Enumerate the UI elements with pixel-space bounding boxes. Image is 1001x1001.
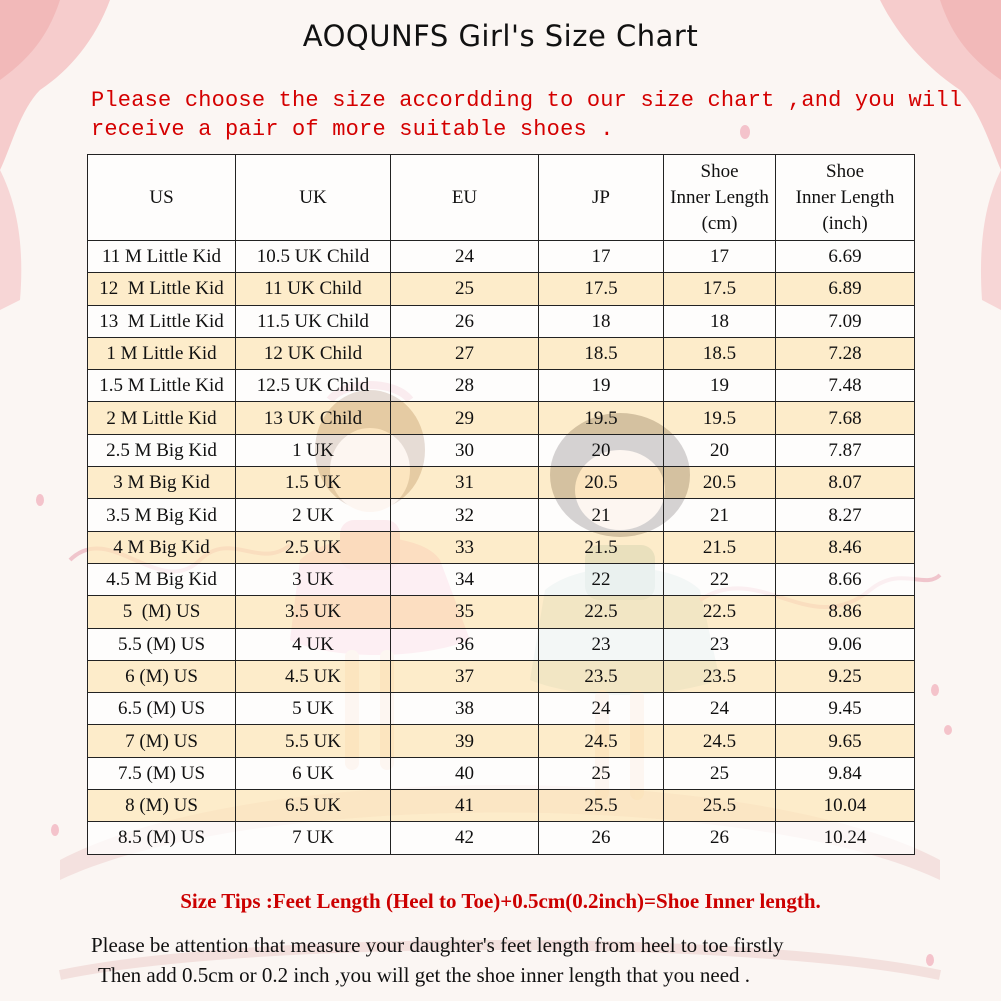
intro-line-1: Please choose the size accordding to our size chart ,and you will <box>91 88 963 113</box>
cell-jp: 17.5 <box>539 273 664 305</box>
cell-inner-length-inch: 9.25 <box>776 660 915 692</box>
cell-inner-length-cm: 20 <box>664 434 776 466</box>
cell-jp: 25.5 <box>539 790 664 822</box>
cell-uk: 12 UK Child <box>236 337 391 369</box>
cell-uk: 3 UK <box>236 563 391 595</box>
cell-jp: 18.5 <box>539 337 664 369</box>
cell-eu: 30 <box>391 434 539 466</box>
cell-inner-length-cm: 19 <box>664 370 776 402</box>
cell-eu: 35 <box>391 596 539 628</box>
cell-inner-length-inch: 6.89 <box>776 273 915 305</box>
cell-us: 1.5 M Little Kid <box>88 370 236 402</box>
cell-us: 4.5 M Big Kid <box>88 563 236 595</box>
cell-eu: 25 <box>391 273 539 305</box>
cell-us: 5.5 (M) US <box>88 628 236 660</box>
cell-uk: 5.5 UK <box>236 725 391 757</box>
cell-us: 7 (M) US <box>88 725 236 757</box>
cell-inner-length-cm: 22.5 <box>664 596 776 628</box>
cell-jp: 17 <box>539 241 664 273</box>
cell-uk: 6.5 UK <box>236 790 391 822</box>
cell-inner-length-inch: 8.86 <box>776 596 915 628</box>
cell-inner-length-inch: 9.06 <box>776 628 915 660</box>
cell-uk: 1 UK <box>236 434 391 466</box>
table-header-row <box>88 155 915 241</box>
table-row <box>88 628 915 660</box>
header-inner-length-cm: Shoe Inner Length (cm) <box>664 155 776 241</box>
cell-inner-length-inch: 7.68 <box>776 402 915 434</box>
cell-uk: 5 UK <box>236 693 391 725</box>
table-body <box>88 241 915 855</box>
cell-eu: 32 <box>391 499 539 531</box>
table-row <box>88 660 915 692</box>
cell-inner-length-cm: 21 <box>664 499 776 531</box>
table-row <box>88 241 915 273</box>
cell-inner-length-inch: 8.46 <box>776 531 915 563</box>
cell-inner-length-inch: 8.66 <box>776 563 915 595</box>
cell-us: 11 M Little Kid <box>88 241 236 273</box>
cell-eu: 24 <box>391 241 539 273</box>
cell-eu: 39 <box>391 725 539 757</box>
cell-uk: 3.5 UK <box>236 596 391 628</box>
cell-jp: 26 <box>539 822 664 854</box>
cell-inner-length-cm: 17.5 <box>664 273 776 305</box>
cell-eu: 37 <box>391 660 539 692</box>
header-jp: JP <box>539 155 664 241</box>
cell-uk: 1.5 UK <box>236 467 391 499</box>
table-row <box>88 337 915 369</box>
header-us: US <box>88 155 236 241</box>
cell-jp: 23 <box>539 628 664 660</box>
cell-inner-length-cm: 18.5 <box>664 337 776 369</box>
cell-inner-length-inch: 7.28 <box>776 337 915 369</box>
table-row <box>88 434 915 466</box>
cell-uk: 6 UK <box>236 757 391 789</box>
note-line-2: Then add 0.5cm or 0.2 inch ,you will get the shoe inner length that you need . <box>98 963 751 987</box>
cell-uk: 7 UK <box>236 822 391 854</box>
table-row <box>88 725 915 757</box>
cell-uk: 4.5 UK <box>236 660 391 692</box>
cell-eu: 33 <box>391 531 539 563</box>
cell-inner-length-cm: 25.5 <box>664 790 776 822</box>
cell-jp: 21 <box>539 499 664 531</box>
cell-us: 2 M Little Kid <box>88 402 236 434</box>
cell-uk: 13 UK Child <box>236 402 391 434</box>
cell-us: 6.5 (M) US <box>88 693 236 725</box>
table-row <box>88 467 915 499</box>
cell-us: 12 M Little Kid <box>88 273 236 305</box>
table-row <box>88 596 915 628</box>
cell-jp: 24 <box>539 693 664 725</box>
cell-inner-length-inch: 8.07 <box>776 467 915 499</box>
cell-jp: 22 <box>539 563 664 595</box>
cell-inner-length-cm: 24 <box>664 693 776 725</box>
cell-uk: 10.5 UK Child <box>236 241 391 273</box>
table-row <box>88 822 915 854</box>
table-row <box>88 693 915 725</box>
cell-inner-length-cm: 26 <box>664 822 776 854</box>
cell-eu: 28 <box>391 370 539 402</box>
cell-inner-length-inch: 9.65 <box>776 725 915 757</box>
cell-inner-length-inch: 7.48 <box>776 370 915 402</box>
cell-jp: 19 <box>539 370 664 402</box>
cell-inner-length-cm: 23 <box>664 628 776 660</box>
cell-us: 6 (M) US <box>88 660 236 692</box>
size-tips: Size Tips :Feet Length (Heel to Toe)+0.5cm(0.2inch)=Shoe Inner length. <box>180 889 821 913</box>
cell-jp: 25 <box>539 757 664 789</box>
cell-inner-length-inch: 8.27 <box>776 499 915 531</box>
cell-inner-length-cm: 18 <box>664 305 776 337</box>
cell-jp: 19.5 <box>539 402 664 434</box>
table-row <box>88 790 915 822</box>
cell-uk: 12.5 UK Child <box>236 370 391 402</box>
cell-uk: 11.5 UK Child <box>236 305 391 337</box>
cell-inner-length-cm: 20.5 <box>664 467 776 499</box>
table-row <box>88 273 915 305</box>
cell-eu: 42 <box>391 822 539 854</box>
cell-us: 4 M Big Kid <box>88 531 236 563</box>
cell-jp: 23.5 <box>539 660 664 692</box>
header-inner-length-inch: Shoe Inner Length (inch) <box>776 155 915 241</box>
cell-eu: 27 <box>391 337 539 369</box>
cell-uk: 11 UK Child <box>236 273 391 305</box>
table-row <box>88 563 915 595</box>
cell-eu: 29 <box>391 402 539 434</box>
cell-inner-length-inch: 10.04 <box>776 790 915 822</box>
cell-eu: 34 <box>391 563 539 595</box>
cell-us: 3 M Big Kid <box>88 467 236 499</box>
cell-inner-length-cm: 21.5 <box>664 531 776 563</box>
cell-uk: 4 UK <box>236 628 391 660</box>
cell-eu: 26 <box>391 305 539 337</box>
cell-us: 7.5 (M) US <box>88 757 236 789</box>
cell-eu: 36 <box>391 628 539 660</box>
cell-jp: 18 <box>539 305 664 337</box>
intro-line-2: receive a pair of more suitable shoes . <box>91 117 614 142</box>
cell-jp: 24.5 <box>539 725 664 757</box>
cell-us: 8 (M) US <box>88 790 236 822</box>
cell-inner-length-inch: 7.09 <box>776 305 915 337</box>
cell-jp: 21.5 <box>539 531 664 563</box>
cell-eu: 31 <box>391 467 539 499</box>
cell-inner-length-inch: 10.24 <box>776 822 915 854</box>
cell-us: 3.5 M Big Kid <box>88 499 236 531</box>
cell-us: 13 M Little Kid <box>88 305 236 337</box>
cell-inner-length-cm: 25 <box>664 757 776 789</box>
intro-text <box>91 86 963 144</box>
cell-us: 5 (M) US <box>88 596 236 628</box>
cell-inner-length-inch: 7.87 <box>776 434 915 466</box>
cell-eu: 38 <box>391 693 539 725</box>
header-uk: UK <box>236 155 391 241</box>
size-chart-table <box>87 154 915 855</box>
cell-inner-length-cm: 19.5 <box>664 402 776 434</box>
page-title: AOQUNFS Girl's Size Chart <box>302 19 699 53</box>
table-row <box>88 531 915 563</box>
cell-inner-length-cm: 23.5 <box>664 660 776 692</box>
cell-jp: 22.5 <box>539 596 664 628</box>
cell-inner-length-cm: 24.5 <box>664 725 776 757</box>
table-row <box>88 757 915 789</box>
cell-inner-length-cm: 22 <box>664 563 776 595</box>
note-line-1: Please be attention that measure your daughter's feet length from heel to toe firstly <box>91 933 784 957</box>
table-row <box>88 305 915 337</box>
cell-us: 1 M Little Kid <box>88 337 236 369</box>
table-row <box>88 402 915 434</box>
cell-uk: 2 UK <box>236 499 391 531</box>
cell-jp: 20 <box>539 434 664 466</box>
cell-eu: 40 <box>391 757 539 789</box>
cell-inner-length-inch: 9.45 <box>776 693 915 725</box>
cell-inner-length-cm: 17 <box>664 241 776 273</box>
cell-inner-length-inch: 6.69 <box>776 241 915 273</box>
cell-uk: 2.5 UK <box>236 531 391 563</box>
cell-us: 2.5 M Big Kid <box>88 434 236 466</box>
measurement-note <box>91 930 971 990</box>
cell-eu: 41 <box>391 790 539 822</box>
header-eu: EU <box>391 155 539 241</box>
table-row <box>88 499 915 531</box>
cell-inner-length-inch: 9.84 <box>776 757 915 789</box>
cell-jp: 20.5 <box>539 467 664 499</box>
cell-us: 8.5 (M) US <box>88 822 236 854</box>
table-row <box>88 370 915 402</box>
